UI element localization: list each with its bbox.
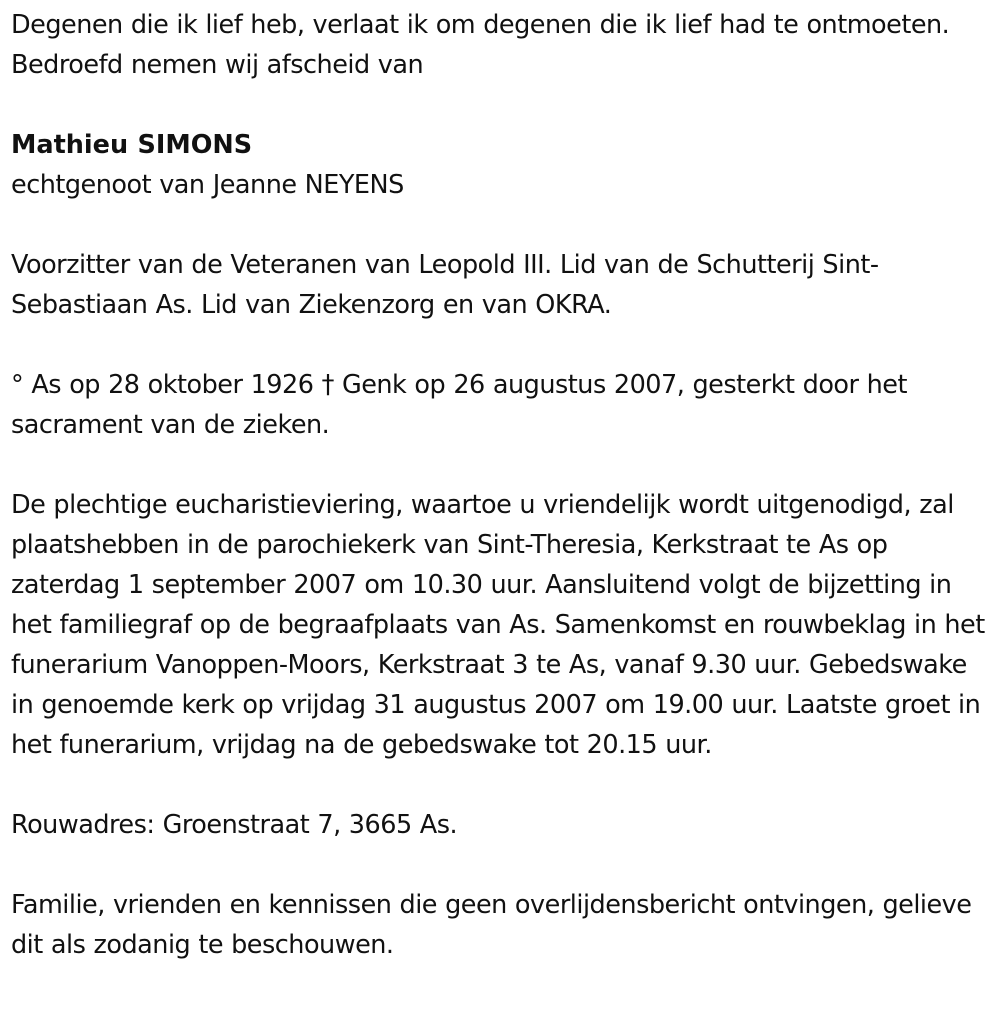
spacer xyxy=(11,205,996,245)
intro-paragraph: Degenen die ik lief heb, verlaat ik om degenen die ik lief had te ontmoeten. Bedroefd nemen wij afscheid van xyxy=(11,10,950,80)
obituary-text xyxy=(11,5,996,965)
ceremony-paragraph: De plechtige eucharistieviering, waartoe u vriendelijk wordt uitgenodigd, zal plaatshebben in de parochiekerk van Sint-Theresia, Kerkstraat te As op zaterdag 1 september 2007 om 10.30 uur. Aansluitend volgt de bijzetting in het familiegraf op de begraafplaats van As. Samenkomst en rouwbeklag in het funerarium Vanoppen-Moors, Kerkstraat 3 te As, vanaf 9.30 uur. Gebedswake in genoemde kerk op vrijdag 31 augustus 2007 om 19.00 uur. Laatste groet in het funerarium, vrijdag na de gebedswake tot 20.15 uur. xyxy=(11,490,985,760)
dates-paragraph xyxy=(11,365,996,445)
spacer xyxy=(11,445,996,485)
closing-paragraph: Familie, vrienden en kennissen die geen overlijdensbericht ontvingen, gelieve dit als zodanig te beschouwen. xyxy=(11,890,972,960)
spacer xyxy=(11,325,996,365)
birth-text: ° As op 28 oktober 1926 xyxy=(11,370,314,400)
spouse-line: echtgenoot van Jeanne NEYENS xyxy=(11,170,404,200)
spacer xyxy=(11,765,996,805)
spacer xyxy=(11,845,996,885)
death-text: Genk op 26 augustus 2007, gesterkt door het sacrament van de zieken. xyxy=(11,370,907,440)
spacer xyxy=(11,85,996,125)
roles-paragraph: Voorzitter van de Veteranen van Leopold III. Lid van de Schutterij Sint-Sebastiaan As. Lid van Ziekenzorg en van OKRA. xyxy=(11,250,879,320)
address-paragraph: Rouwadres: Groenstraat 7, 3665 As. xyxy=(11,810,458,840)
cross-symbol: † xyxy=(321,370,334,400)
deceased-name: Mathieu SIMONS xyxy=(11,130,253,160)
